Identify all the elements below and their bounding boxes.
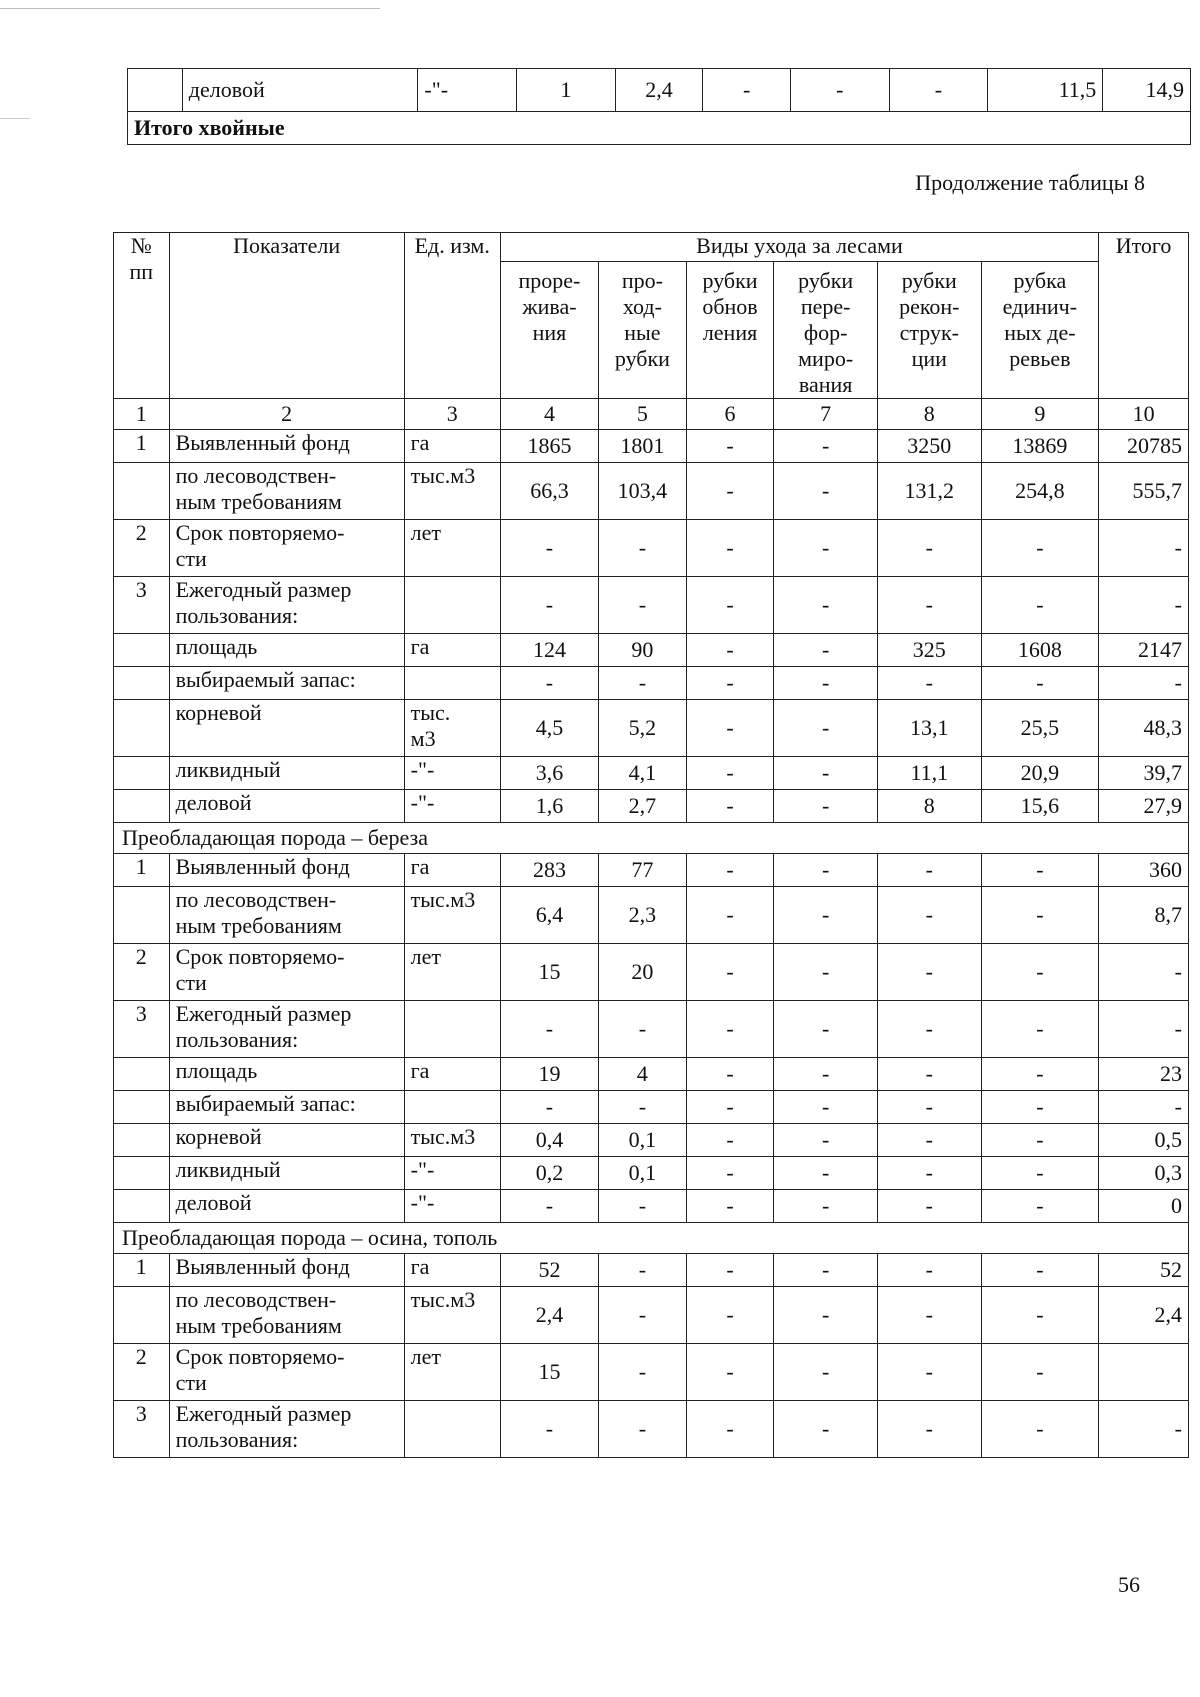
value-cell: -: [686, 520, 774, 577]
scan-edge-line: [0, 8, 380, 9]
value-cell: -: [877, 1287, 981, 1344]
value-cell: -: [774, 854, 878, 887]
value-cell: 6,4: [500, 887, 598, 944]
unit-cell: тыс. м3: [404, 700, 500, 757]
row-number: [114, 1287, 170, 1344]
row-label: корневой: [169, 700, 404, 757]
row-number: 1: [114, 1254, 170, 1287]
row-number: [114, 667, 170, 700]
value-cell: -: [981, 944, 1099, 1001]
row-label: ликвидный: [169, 1157, 404, 1190]
row-number: [114, 757, 170, 790]
value-cell: -: [981, 1254, 1099, 1287]
value-cell: -: [1099, 520, 1189, 577]
value-cell: 20,9: [981, 757, 1099, 790]
value-cell: -: [877, 944, 981, 1001]
column-number: 8: [877, 399, 981, 430]
value-cell: -: [774, 667, 878, 700]
value-cell: -: [599, 667, 687, 700]
unit-cell: тыс.м3: [404, 1124, 500, 1157]
value-cell: -: [981, 1190, 1099, 1223]
row-number: 3: [114, 1401, 170, 1458]
section-title: Преобладающая порода – осина, тополь: [114, 1223, 1189, 1254]
table-row: [114, 1001, 1189, 1058]
row-label: по лесоводствен- ным требованиям: [169, 463, 404, 520]
value-cell: -: [599, 1401, 687, 1458]
value-cell: -: [774, 887, 878, 944]
value-cell: 1608: [981, 634, 1099, 667]
header-type: рубки обнов ления: [686, 262, 774, 399]
value-cell: -: [686, 944, 774, 1001]
table-row: [114, 1124, 1189, 1157]
table-row: [114, 1401, 1189, 1458]
table-caption: Продолжение таблицы 8: [915, 170, 1145, 195]
section-row: [114, 1223, 1189, 1254]
value-cell: -: [686, 667, 774, 700]
value-cell: -: [599, 577, 687, 634]
value-cell: 0,1: [599, 1157, 687, 1190]
unit-cell: [404, 1091, 500, 1124]
value-cell: -: [774, 1091, 878, 1124]
cell: [128, 69, 183, 112]
column-number: 7: [774, 399, 878, 430]
value-cell: -: [599, 1190, 687, 1223]
value-cell: 15: [500, 1344, 598, 1401]
header-indicators: Показатели: [169, 233, 404, 399]
value-cell: 0,2: [500, 1157, 598, 1190]
value-cell: -: [774, 1287, 878, 1344]
row-label: выбираемый запас:: [169, 667, 404, 700]
value-cell: -: [877, 520, 981, 577]
table-row: [114, 463, 1189, 520]
value-cell: -: [981, 520, 1099, 577]
value-cell: -: [1099, 944, 1189, 1001]
value-cell: -: [686, 1124, 774, 1157]
row-number: 2: [114, 1344, 170, 1401]
value-cell: 2,4: [1099, 1287, 1189, 1344]
header-row: [114, 233, 1189, 262]
value-cell: 360: [1099, 854, 1189, 887]
row-number: [114, 1124, 170, 1157]
value-cell: -: [686, 1254, 774, 1287]
unit-cell: [404, 577, 500, 634]
value-cell: -: [500, 1001, 598, 1058]
value-cell: -: [686, 1058, 774, 1091]
value-cell: [1099, 1344, 1189, 1401]
table-row: [114, 1058, 1189, 1091]
value-cell: 3250: [877, 430, 981, 463]
row-label: Выявленный фонд: [169, 430, 404, 463]
value-cell: 0,5: [1099, 1124, 1189, 1157]
value-cell: 8,7: [1099, 887, 1189, 944]
value-cell: 14,9: [1103, 69, 1191, 112]
row-label: Срок повторяемо- сти: [169, 1344, 404, 1401]
row-number: [114, 887, 170, 944]
row-number: 2: [114, 944, 170, 1001]
value-cell: -: [981, 1058, 1099, 1091]
row-number: 3: [114, 1001, 170, 1058]
value-cell: -: [774, 1001, 878, 1058]
column-number: 3: [404, 399, 500, 430]
table-row: [114, 430, 1189, 463]
value-cell: 0: [1099, 1190, 1189, 1223]
value-cell: -: [599, 1344, 687, 1401]
value-cell: -: [686, 463, 774, 520]
table-row: [114, 757, 1189, 790]
row-number: [114, 790, 170, 823]
table-row: [114, 887, 1189, 944]
value-cell: -: [877, 1124, 981, 1157]
table-row: [128, 69, 1191, 112]
unit-cell: га: [404, 1254, 500, 1287]
value-cell: 11,1: [877, 757, 981, 790]
value-cell: -: [500, 1401, 598, 1458]
table-row: [114, 577, 1189, 634]
column-number: 2: [169, 399, 404, 430]
value-cell: -: [774, 790, 878, 823]
value-cell: 4,5: [500, 700, 598, 757]
table-row: [114, 1190, 1189, 1223]
unit-cell: лет: [404, 520, 500, 577]
row-number: [114, 1157, 170, 1190]
column-number: 4: [500, 399, 598, 430]
value-cell: 77: [599, 854, 687, 887]
table-row: [114, 854, 1189, 887]
value-cell: 20: [599, 944, 687, 1001]
header-type: рубки пере- фор- миро- вания: [774, 262, 878, 399]
value-cell: 8: [877, 790, 981, 823]
value-cell: -: [500, 577, 598, 634]
value-cell: -: [774, 944, 878, 1001]
value-cell: -: [1099, 667, 1189, 700]
value-cell: -: [774, 634, 878, 667]
row-number: 1: [114, 430, 170, 463]
value-cell: -: [703, 69, 791, 112]
row-label: ликвидный: [169, 757, 404, 790]
row-label: выбираемый запас:: [169, 1091, 404, 1124]
value-cell: 0,4: [500, 1124, 598, 1157]
row-label: по лесоводствен- ным требованиям: [169, 1287, 404, 1344]
value-cell: -: [599, 1091, 687, 1124]
value-cell: 0,3: [1099, 1157, 1189, 1190]
value-cell: -: [981, 887, 1099, 944]
table-row: [114, 667, 1189, 700]
value-cell: 27,9: [1099, 790, 1189, 823]
value-cell: 1801: [599, 430, 687, 463]
value-cell: -: [686, 700, 774, 757]
value-cell: 66,3: [500, 463, 598, 520]
value-cell: 325: [877, 634, 981, 667]
value-cell: -: [686, 634, 774, 667]
value-cell: -: [686, 1091, 774, 1124]
value-cell: 1865: [500, 430, 598, 463]
value-cell: -: [686, 1001, 774, 1058]
value-cell: 2,4: [500, 1287, 598, 1344]
unit-cell: -"-: [404, 1157, 500, 1190]
value-cell: 103,4: [599, 463, 687, 520]
unit-cell: лет: [404, 944, 500, 1001]
value-cell: -: [981, 577, 1099, 634]
value-cell: -: [889, 69, 988, 112]
unit-cell: лет: [404, 1344, 500, 1401]
value-cell: -: [877, 1091, 981, 1124]
value-cell: 131,2: [877, 463, 981, 520]
unit-cell: -"-: [418, 69, 517, 112]
value-cell: 52: [500, 1254, 598, 1287]
value-cell: 23: [1099, 1058, 1189, 1091]
row-number: 3: [114, 577, 170, 634]
column-number: 6: [686, 399, 774, 430]
value-cell: 11,5: [988, 69, 1103, 112]
header-group: Виды ухода за лесами: [500, 233, 1098, 262]
value-cell: 25,5: [981, 700, 1099, 757]
value-cell: 2147: [1099, 634, 1189, 667]
scan-edge-mark: [0, 118, 30, 119]
value-cell: -: [877, 667, 981, 700]
value-cell: -: [686, 577, 774, 634]
value-cell: -: [686, 1401, 774, 1458]
value-cell: -: [774, 757, 878, 790]
row-number: [114, 463, 170, 520]
forest-care-table: [113, 232, 1189, 1458]
value-cell: -: [774, 1157, 878, 1190]
unit-cell: га: [404, 1058, 500, 1091]
value-cell: -: [774, 1190, 878, 1223]
table-row: [114, 1344, 1189, 1401]
value-cell: -: [981, 667, 1099, 700]
row-number: [114, 634, 170, 667]
unit-cell: га: [404, 430, 500, 463]
value-cell: -: [877, 577, 981, 634]
row-number: [114, 1091, 170, 1124]
row-number: [114, 1058, 170, 1091]
value-cell: -: [774, 1401, 878, 1458]
value-cell: -: [1099, 1001, 1189, 1058]
header-unit: Ед. изм.: [404, 233, 500, 399]
value-cell: 39,7: [1099, 757, 1189, 790]
row-label: Выявленный фонд: [169, 1254, 404, 1287]
value-cell: 5,2: [599, 700, 687, 757]
value-cell: 90: [599, 634, 687, 667]
header-type: про- ход- ные рубки: [599, 262, 687, 399]
value-cell: -: [790, 69, 889, 112]
value-cell: 0,1: [599, 1124, 687, 1157]
header-type: рубки рекон- струк- ции: [877, 262, 981, 399]
table-row: [114, 700, 1189, 757]
row-label: Срок повторяемо- сти: [169, 520, 404, 577]
column-number: 9: [981, 399, 1099, 430]
header-type: проре- жива- ния: [500, 262, 598, 399]
table-row: [114, 944, 1189, 1001]
table-row: [114, 1287, 1189, 1344]
table-row: [114, 790, 1189, 823]
row-label: площадь: [169, 634, 404, 667]
table-row: [114, 634, 1189, 667]
row-number: [114, 1190, 170, 1223]
value-cell: -: [500, 667, 598, 700]
column-number-row: [114, 399, 1189, 430]
value-cell: 4: [599, 1058, 687, 1091]
value-cell: -: [599, 520, 687, 577]
unit-cell: -"-: [404, 757, 500, 790]
value-cell: -: [774, 520, 878, 577]
value-cell: -: [500, 520, 598, 577]
value-cell: -: [686, 854, 774, 887]
value-cell: -: [686, 1344, 774, 1401]
value-cell: 254,8: [981, 463, 1099, 520]
value-cell: -: [877, 854, 981, 887]
value-cell: -: [774, 577, 878, 634]
header-num: № пп: [114, 233, 170, 399]
value-cell: -: [774, 1344, 878, 1401]
value-cell: -: [877, 1058, 981, 1091]
section-row: [114, 823, 1189, 854]
value-cell: -: [877, 1157, 981, 1190]
value-cell: 283: [500, 854, 598, 887]
table-row: [114, 1091, 1189, 1124]
row-label: Ежегодный размер пользования:: [169, 1001, 404, 1058]
value-cell: -: [599, 1287, 687, 1344]
row-label: корневой: [169, 1124, 404, 1157]
value-cell: 13,1: [877, 700, 981, 757]
value-cell: -: [686, 757, 774, 790]
section-title: Преобладающая порода – береза: [114, 823, 1189, 854]
value-cell: -: [1099, 1091, 1189, 1124]
value-cell: -: [686, 1157, 774, 1190]
value-cell: 48,3: [1099, 700, 1189, 757]
table-row: [114, 1254, 1189, 1287]
value-cell: 2,7: [599, 790, 687, 823]
value-cell: -: [877, 1254, 981, 1287]
value-cell: -: [774, 463, 878, 520]
row-number: 1: [114, 854, 170, 887]
value-cell: -: [877, 887, 981, 944]
value-cell: 4,1: [599, 757, 687, 790]
value-cell: -: [877, 1401, 981, 1458]
value-cell: 13869: [981, 430, 1099, 463]
value-cell: -: [877, 1001, 981, 1058]
value-cell: -: [686, 790, 774, 823]
header-type: рубка единич- ных де- ревьев: [981, 262, 1099, 399]
value-cell: -: [774, 1254, 878, 1287]
value-cell: 52: [1099, 1254, 1189, 1287]
row-label: по лесоводствен- ным требованиям: [169, 887, 404, 944]
row-label: Ежегодный размер пользования:: [169, 1401, 404, 1458]
value-cell: 1: [517, 69, 616, 112]
value-cell: -: [599, 1001, 687, 1058]
unit-cell: -"-: [404, 1190, 500, 1223]
value-cell: 15,6: [981, 790, 1099, 823]
unit-cell: га: [404, 634, 500, 667]
row-number: 2: [114, 520, 170, 577]
table-row: [114, 520, 1189, 577]
row-label: деловой: [182, 69, 418, 112]
value-cell: 2,3: [599, 887, 687, 944]
value-cell: -: [774, 700, 878, 757]
value-cell: 124: [500, 634, 598, 667]
value-cell: -: [774, 1058, 878, 1091]
value-cell: -: [686, 1190, 774, 1223]
value-cell: -: [1099, 577, 1189, 634]
row-number: [114, 700, 170, 757]
value-cell: -: [877, 1344, 981, 1401]
value-cell: -: [686, 887, 774, 944]
header-total: Итого: [1099, 233, 1189, 399]
value-cell: 20785: [1099, 430, 1189, 463]
value-cell: 19: [500, 1058, 598, 1091]
row-label: деловой: [169, 1190, 404, 1223]
value-cell: 2,4: [615, 69, 703, 112]
value-cell: -: [981, 854, 1099, 887]
previous-table-fragment: [127, 68, 1191, 145]
column-number: 5: [599, 399, 687, 430]
unit-cell: га: [404, 854, 500, 887]
value-cell: -: [981, 1124, 1099, 1157]
value-cell: -: [774, 1124, 878, 1157]
value-cell: -: [981, 1287, 1099, 1344]
column-number: 10: [1099, 399, 1189, 430]
total-label: Итого хвойные: [128, 112, 1191, 145]
row-label: Срок повторяемо- сти: [169, 944, 404, 1001]
value-cell: -: [981, 1344, 1099, 1401]
table-row: [114, 1157, 1189, 1190]
value-cell: -: [774, 430, 878, 463]
row-label: площадь: [169, 1058, 404, 1091]
value-cell: 555,7: [1099, 463, 1189, 520]
value-cell: -: [500, 1190, 598, 1223]
row-label: Ежегодный размер пользования:: [169, 577, 404, 634]
total-row: [128, 112, 1191, 145]
value-cell: -: [981, 1091, 1099, 1124]
value-cell: -: [877, 1190, 981, 1223]
column-number: 1: [114, 399, 170, 430]
value-cell: 15: [500, 944, 598, 1001]
value-cell: -: [981, 1157, 1099, 1190]
row-label: Выявленный фонд: [169, 854, 404, 887]
unit-cell: тыс.м3: [404, 1287, 500, 1344]
value-cell: -: [1099, 1401, 1189, 1458]
page-number: 56: [1118, 1572, 1140, 1597]
unit-cell: [404, 667, 500, 700]
unit-cell: тыс.м3: [404, 887, 500, 944]
unit-cell: -"-: [404, 790, 500, 823]
value-cell: -: [500, 1091, 598, 1124]
value-cell: -: [686, 1287, 774, 1344]
value-cell: 1,6: [500, 790, 598, 823]
value-cell: -: [599, 1254, 687, 1287]
unit-cell: [404, 1001, 500, 1058]
unit-cell: [404, 1401, 500, 1458]
row-label: деловой: [169, 790, 404, 823]
value-cell: -: [686, 430, 774, 463]
unit-cell: тыс.м3: [404, 463, 500, 520]
value-cell: -: [981, 1001, 1099, 1058]
value-cell: 3,6: [500, 757, 598, 790]
value-cell: -: [981, 1401, 1099, 1458]
